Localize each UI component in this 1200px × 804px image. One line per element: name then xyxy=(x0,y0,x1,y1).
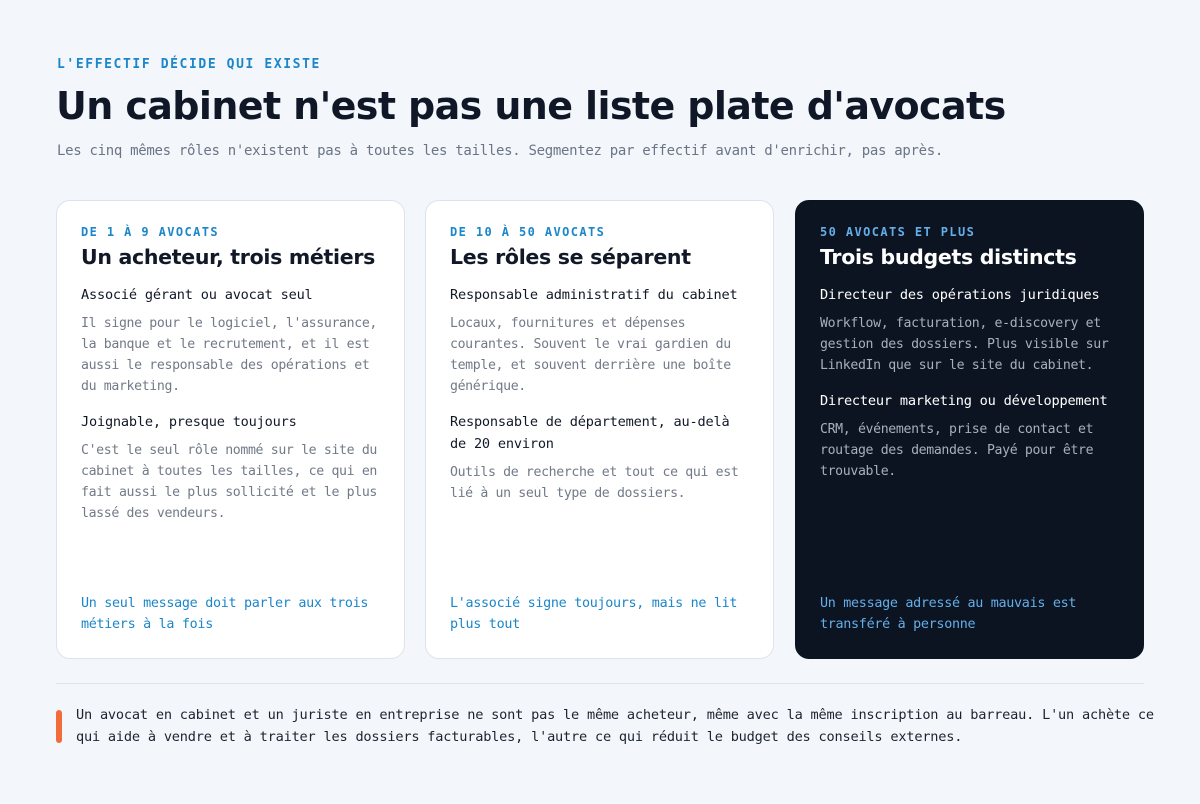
role-description: Locaux, fournitures et dépenses courantes. Souvent le vrai gardien du temple, et souvent derrière une boîte générique. xyxy=(450,316,731,394)
card-footer: L'associé signe toujours, mais ne lit plus tout xyxy=(450,596,738,632)
card-tag: 50 AVOCATS ET PLUS xyxy=(820,225,976,239)
role-description: Il signe pour le logiciel, l'assurance, la banque et le recrutement, et il est aussi le responsable des opérations et du marketing. xyxy=(81,316,377,394)
role-name: Joignable, presque toujours xyxy=(81,414,297,430)
segment-card-mid-firm xyxy=(425,200,774,659)
card-tag: DE 10 À 50 AVOCATS xyxy=(450,225,606,239)
card-footer: Un seul message doit parler aux trois métiers à la fois xyxy=(81,596,369,632)
note-accent-bar xyxy=(56,710,62,743)
bottom-note: Un avocat en cabinet et un juriste en entreprise ne sont pas le même acheteur, même avec la même inscription au barreau. L'un achète ce qui aide à vendre et à traiter les dossiers facturables, l'autre ce qui réduit le budget des conseils externes. xyxy=(76,707,1154,745)
role-name: Responsable de département, au-delà de 20 environ xyxy=(450,414,730,452)
role-name: Directeur des opérations juridiques xyxy=(820,287,1100,303)
card-tag: DE 1 À 9 AVOCATS xyxy=(81,225,219,239)
role-name: Responsable administratif du cabinet xyxy=(450,287,738,303)
section-divider xyxy=(56,683,1144,684)
page-subtitle: Les cinq mêmes rôles n'existent pas à toutes les tailles. Segmentez par effectif avant d'enrichir, pas après. xyxy=(57,143,944,159)
segment-card-small-firm xyxy=(56,200,405,659)
eyebrow-label: L'EFFECTIF DÉCIDE QUI EXISTE xyxy=(57,57,321,72)
role-name: Directeur marketing ou développement xyxy=(820,393,1108,409)
role-description: Outils de recherche et tout ce qui est lié à un seul type de dossiers. xyxy=(450,465,739,501)
card-title: Les rôles se séparent xyxy=(450,245,691,269)
card-title: Un acheteur, trois métiers xyxy=(81,245,376,269)
role-description: C'est le seul rôle nommé sur le site du cabinet à toutes les tailles, ce qui en fait aussi le plus sollicité et le plus lassé des vendeurs. xyxy=(81,443,377,521)
role-description: Workflow, facturation, e-discovery et gestion des dossiers. Plus visible sur LinkedIn que sur le site du cabinet. xyxy=(820,316,1109,373)
card-title: Trois budgets distincts xyxy=(820,245,1077,269)
role-description: CRM, événements, prise de contact et routage des demandes. Payé pour être trouvable. xyxy=(820,422,1094,479)
card-footer: Un message adressé au mauvais est transféré à personne xyxy=(820,596,1077,632)
segment-card-large-firm xyxy=(795,200,1144,659)
page-title: Un cabinet n'est pas une liste plate d'avocats xyxy=(56,84,1006,128)
role-name: Associé gérant ou avocat seul xyxy=(81,287,313,303)
